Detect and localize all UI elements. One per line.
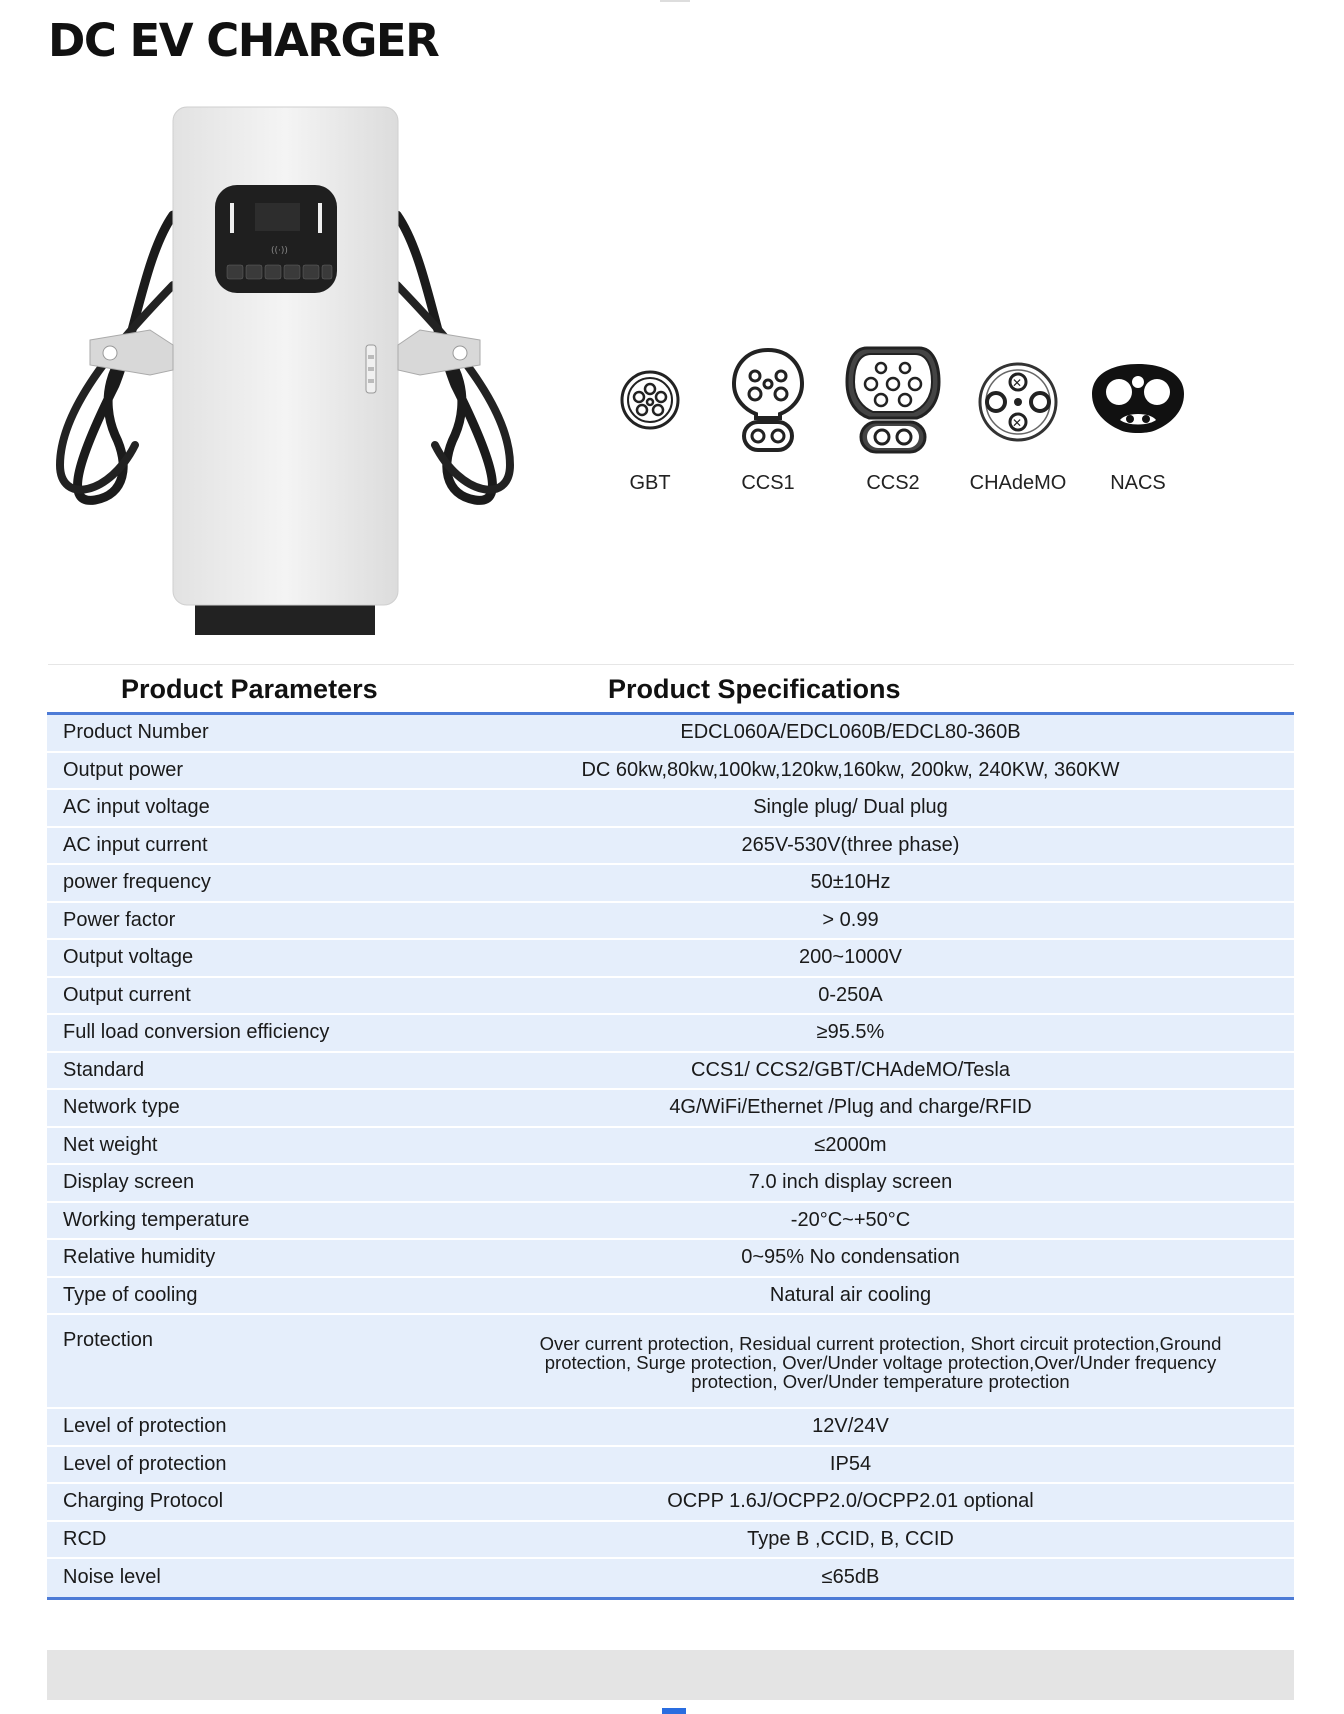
table-row [47, 903, 1294, 941]
connector-label: CHAdeMO [969, 472, 1067, 494]
param-cell: Charging Protocol [63, 1490, 224, 1513]
spec-cell: > 0.99 [822, 908, 879, 931]
gbt-connector-icon [602, 342, 698, 442]
spec-cell: Type B ,CCID, B, CCID [747, 1527, 954, 1550]
table-row [47, 1522, 1294, 1560]
param-cell: Level of protection [63, 1415, 227, 1438]
bottom-edge-marker [662, 1708, 686, 1714]
table-row [47, 715, 1294, 753]
param-cell: Power factor [63, 908, 176, 931]
param-cell: Protection [63, 1329, 154, 1351]
param-cell: Working temperature [63, 1208, 250, 1231]
param-cell: Standard [63, 1058, 145, 1081]
param-cell: Level of protection [63, 1452, 227, 1475]
param-cell: Display screen [63, 1171, 195, 1194]
header-divider [48, 664, 1294, 665]
param-cell: Output power [63, 758, 184, 781]
spec-cell: 4G/WiFi/Ethernet /Plug and charge/RFID [669, 1096, 1032, 1119]
table-row [47, 790, 1294, 828]
param-cell: RCD [63, 1527, 107, 1550]
param-cell: Network type [63, 1096, 180, 1119]
table-row [47, 828, 1294, 866]
param-cell: Relative humidity [63, 1246, 216, 1269]
table-row [47, 1447, 1294, 1485]
param-cell: Output voltage [63, 946, 194, 969]
spec-cell: ≥95.5% [816, 1021, 885, 1044]
connector-gbt [602, 342, 698, 502]
svg-text:✕: ✕ [1012, 416, 1023, 430]
table-row [47, 978, 1294, 1016]
spec-cell: ≤2000m [814, 1133, 887, 1156]
connector-ccs1 [720, 342, 816, 502]
page-title: DC EV CHARGER [48, 14, 439, 67]
param-cell: Net weight [63, 1133, 158, 1156]
spec-cell: 12V/24V [812, 1415, 889, 1438]
param-cell: power frequency [63, 871, 211, 894]
spec-cell: EDCL060A/EDCL060B/EDCL80-360B [680, 721, 1021, 744]
table-row [47, 1128, 1294, 1166]
connector-label: CCS2 [866, 472, 920, 494]
ccs1-connector-icon [720, 342, 816, 462]
table-row [47, 1484, 1294, 1522]
table-row [47, 1053, 1294, 1091]
table-row [47, 1315, 1294, 1409]
param-cell: AC input voltage [63, 796, 210, 819]
spec-cell: DC 60kw,80kw,100kw,120kw,160kw, 200kw, 240KW, 360KW [581, 758, 1120, 781]
param-cell: Product Number [63, 721, 209, 744]
param-cell: Full load conversion efficiency [63, 1021, 330, 1044]
connector-label: NACS [1110, 472, 1166, 494]
connector-label: GBT [629, 472, 671, 494]
spec-cell: Natural air cooling [769, 1283, 932, 1306]
spec-cell: OCPP 1.6J/OCPP2.0/OCPP2.01 optional [667, 1490, 1034, 1513]
param-cell: Noise level [63, 1566, 161, 1589]
spec-cell: 7.0 inch display screen [748, 1171, 953, 1194]
table-row [47, 1015, 1294, 1053]
table-row [47, 940, 1294, 978]
table-row [47, 1409, 1294, 1447]
dc-charger-image [55, 105, 515, 640]
svg-text:✕: ✕ [1012, 376, 1023, 390]
top-edge-marker [660, 0, 690, 2]
spec-cell: Single plug/ Dual plug [753, 796, 948, 819]
column-header-parameters: Product Parameters [121, 674, 378, 704]
connector-chademo [960, 342, 1076, 502]
connector-ccs2 [843, 342, 943, 502]
column-header-specifications: Product Specifications [608, 674, 901, 704]
spec-cell: 0~95% No condensation [741, 1246, 960, 1269]
spec-table [47, 712, 1294, 1600]
connector-label: CCS1 [741, 472, 795, 494]
table-row [47, 1203, 1294, 1241]
param-cell: Output current [63, 983, 191, 1006]
ccs2-connector-icon [843, 342, 943, 462]
table-row [47, 1165, 1294, 1203]
spec-cell: 0-250A [818, 983, 883, 1006]
spec-cell: 50±10Hz [810, 871, 891, 894]
svg-text:((·)): ((·)) [271, 246, 288, 256]
spec-cell: ≤65dB [821, 1566, 880, 1589]
footer-band [47, 1650, 1294, 1700]
spec-cell: 265V-530V(three phase) [741, 833, 960, 856]
chademo-connector-icon [960, 342, 1076, 442]
spec-cell: IP54 [829, 1452, 872, 1475]
table-row [47, 1559, 1294, 1597]
spec-cell: CCS1/ CCS2/GBT/CHAdeMO/Tesla [691, 1058, 1010, 1081]
param-cell: Type of cooling [63, 1283, 198, 1306]
spec-cell: 200~1000V [799, 946, 902, 969]
connector-nacs [1086, 342, 1190, 502]
table-row [47, 1240, 1294, 1278]
spec-cell: Over current protection, Residual current protection, Short circuit protection,Ground protection, Surge protection, Over/Under voltage protection,Over/Under frequency protection, Over/Under temperature protection [539, 1333, 1222, 1392]
param-cell: AC input current [63, 833, 208, 856]
table-row [47, 865, 1294, 903]
spec-cell: -20°C~+50°C [790, 1208, 911, 1231]
nacs-connector-icon [1086, 342, 1190, 442]
table-row [47, 1090, 1294, 1128]
table-row [47, 753, 1294, 791]
table-row [47, 1278, 1294, 1316]
